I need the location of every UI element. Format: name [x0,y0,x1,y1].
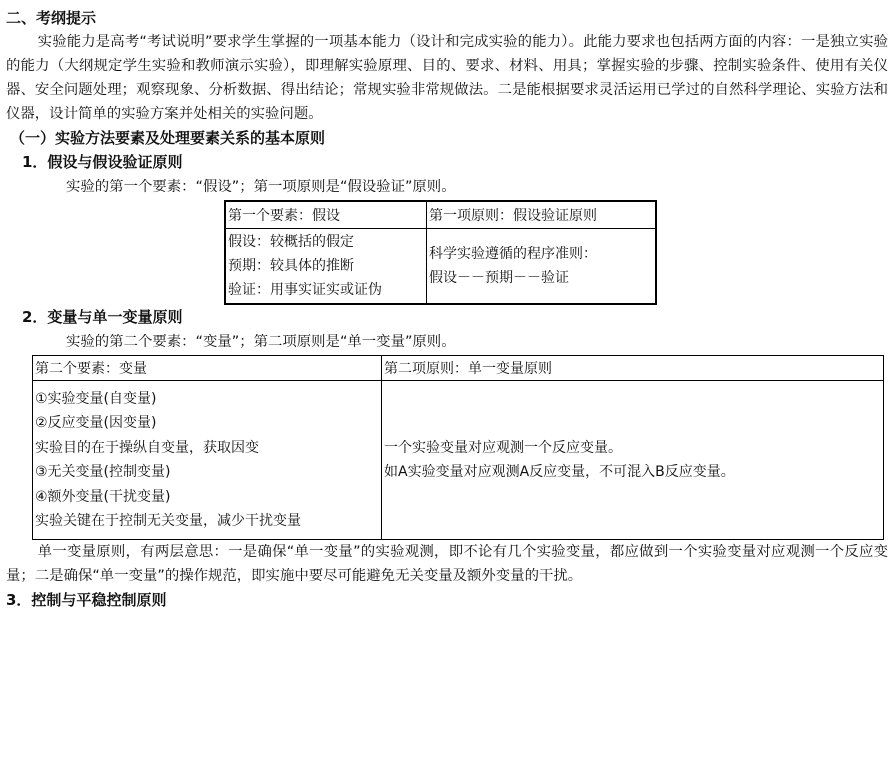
cell-line: 实验目的在于操纵自变量，获取因变 [35,439,259,456]
variable-table [32,355,884,540]
closing-paragraph: 单一变量原则，有两层意思：一是确保“单一变量”的实验观测，即不论有几个实验变量，都应做到一个实验变量对应观测一个反应变量；二是确保“单一变量”的操作规范，即实施中要尽可能避免无关变量及额外变量的干扰。 [6,544,888,584]
cell-line: ③无关变量(控制变量) [35,464,171,480]
hypothesis-table [224,200,657,305]
cell-line: 假设－－预期－－验证 [429,270,569,286]
table-header-cell: 第二项原则：单一变量原则 [382,356,884,381]
cell-line: 验证：用事实证实或证伪 [228,282,382,298]
table-cell [427,229,657,305]
cell-line: ①实验变量(自变量) [35,390,157,407]
item-1-lead: 实验的第一个要素：“假设”；第一项原则是“假设验证”原则。 [66,179,456,195]
cell-line: 科学实验遵循的程序准则： [429,246,597,262]
cell-line: ②反应变量(因变量) [35,415,157,431]
cell-line: 如A实验变量对应观测A反应变量，不可混入B反应变量。 [384,464,735,480]
table-row [33,381,884,540]
cell-line: 预期：较具体的推断 [228,258,354,274]
item-2-title: 2．变量与单一变量原则 [22,308,183,326]
table-header-cell: 第一个要素：假设 [225,201,427,229]
table-row [33,356,884,381]
cell-line: 假设：较概括的假定 [228,234,354,250]
table-header-cell: 第二个要素：变量 [33,356,382,381]
table-header-cell: 第一项原则：假设验证原则 [427,201,657,229]
table-row [225,201,656,229]
section-title: 二、考纲提示 [6,9,97,27]
item-3-title: 3．控制与平稳控制原则 [6,591,167,609]
cell-line: 一个实验变量对应观测一个反应变量。 [384,439,622,456]
cell-line: ④额外变量(干扰变量) [35,488,171,505]
item-1-title: 1．假设与假设验证原则 [22,153,183,171]
intro-paragraph: 实验能力是高考“考试说明”要求学生掌握的一项基本能力（设计和完成实验的能力）。此能力要求也包括两方面的内容：一是独立实验的能力（大纲规定学生实验和教师演示实验），即理解实验原理、目的、要求、材料、用具；掌握实验的步骤、控制实验条件、使用有关仪器、安全问题处理；观察现象、分析数据、得出结论；常规实验非常规做法。二是能根据要求灵活运用已学过的自然科学理论、实验方法和仪器，设计简单的实验方案并处相关的实验问题。 [6,34,888,122]
cell-line: 实验关键在于控制无关变量，减少干扰变量 [35,513,301,529]
subsection-title: （一）实验方法要素及处理要素关系的基本原则 [10,129,326,147]
table-row [225,229,656,305]
item-2-lead: 实验的第二个要素：“变量”；第二项原则是“单一变量”原则。 [66,334,456,350]
document-page [6,6,888,612]
table-cell [33,381,382,540]
table-cell [382,381,884,540]
table-cell [225,229,427,305]
